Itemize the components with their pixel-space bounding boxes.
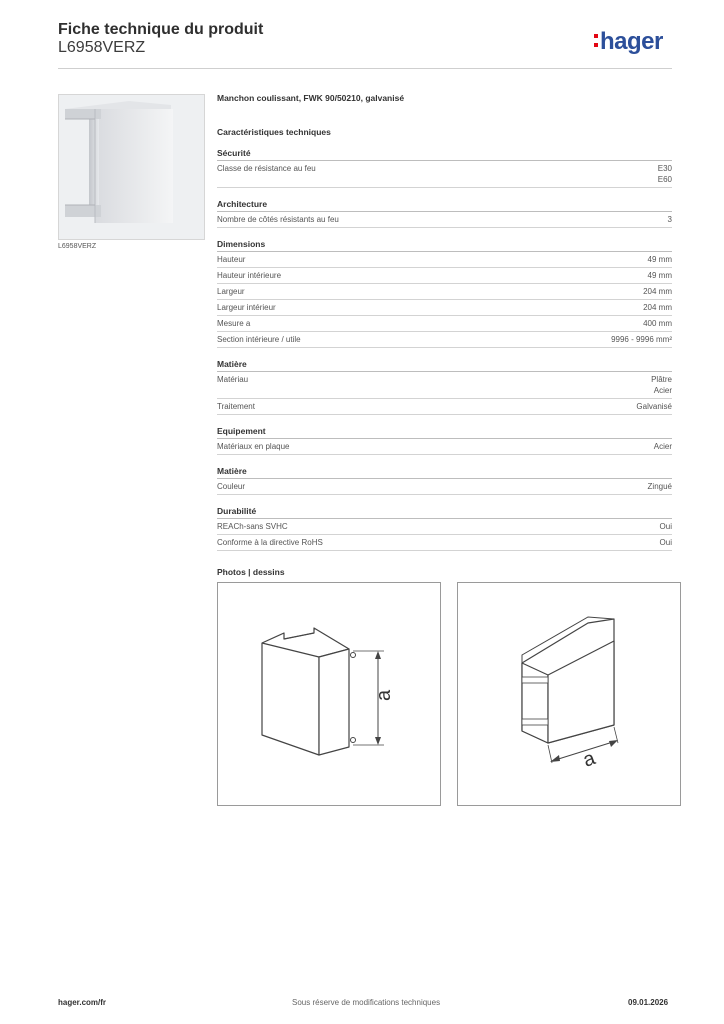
spec-sections bbox=[217, 148, 672, 551]
spec-label: Hauteur intérieure bbox=[217, 271, 282, 280]
spec-value bbox=[668, 214, 672, 225]
spec-label: Conforme à la directive RoHS bbox=[217, 538, 323, 547]
footer-date: 09.01.2026 bbox=[628, 998, 669, 1007]
spec-section bbox=[217, 466, 672, 495]
spec-value-line: Plâtre bbox=[651, 375, 672, 384]
tech-title: Caractéristiques techniques bbox=[217, 127, 331, 137]
spec-row bbox=[217, 535, 672, 551]
spec-value-line: 400 mm bbox=[643, 319, 672, 328]
spec-value-line: 204 mm bbox=[643, 303, 672, 312]
spec-value bbox=[658, 163, 672, 185]
spec-row bbox=[217, 399, 672, 415]
dimension-label-a: a bbox=[373, 689, 395, 701]
spec-label: Classe de résistance au feu bbox=[217, 164, 316, 173]
spec-value-line: Oui bbox=[659, 522, 672, 531]
spec-value-line: E30 bbox=[657, 164, 672, 173]
product-photo bbox=[58, 94, 205, 240]
hager-logo bbox=[594, 28, 663, 56]
drawing-perspective bbox=[457, 582, 681, 806]
spec-section bbox=[217, 506, 672, 551]
drawing-front bbox=[217, 582, 441, 806]
spec-section bbox=[217, 239, 672, 348]
spec-label: Section intérieure / utile bbox=[217, 335, 301, 344]
spec-value-line: 9996 - 9996 mm² bbox=[611, 335, 672, 344]
spec-value-line: E60 bbox=[657, 175, 672, 184]
spec-value bbox=[648, 481, 672, 492]
product-code: L6958VERZ bbox=[58, 39, 146, 56]
spec-section bbox=[217, 199, 672, 228]
spec-row bbox=[217, 479, 672, 495]
spec-row bbox=[217, 439, 672, 455]
spec-content bbox=[217, 93, 672, 577]
spec-row bbox=[217, 284, 672, 300]
section-title: Sécurité bbox=[217, 148, 672, 161]
spec-row bbox=[217, 372, 672, 399]
dimension-label-a-2: a bbox=[580, 747, 599, 772]
spec-value bbox=[654, 441, 672, 452]
spec-value bbox=[660, 521, 672, 532]
section-title: Dimensions bbox=[217, 239, 672, 252]
section-title: Matière bbox=[217, 466, 672, 479]
spec-value bbox=[648, 254, 672, 265]
section-title: Matière bbox=[217, 359, 672, 372]
spec-row bbox=[217, 252, 672, 268]
spec-label: Largeur bbox=[217, 287, 245, 296]
spec-label: Traitement bbox=[217, 402, 255, 411]
spec-value bbox=[636, 401, 672, 412]
section-title: Equipement bbox=[217, 426, 672, 439]
spec-row bbox=[217, 161, 672, 188]
spec-label: Matériaux en plaque bbox=[217, 442, 290, 451]
spec-section bbox=[217, 359, 672, 415]
spec-value bbox=[643, 286, 672, 297]
spec-value bbox=[648, 270, 672, 281]
spec-section bbox=[217, 426, 672, 455]
spec-value bbox=[651, 374, 672, 396]
photos-title: Photos | dessins bbox=[217, 567, 285, 577]
spec-label: Mesure a bbox=[217, 319, 251, 328]
spec-value-line: Acier bbox=[653, 442, 672, 451]
section-title: Durabilité bbox=[217, 506, 672, 519]
spec-row bbox=[217, 268, 672, 284]
spec-row bbox=[217, 316, 672, 332]
spec-row bbox=[217, 519, 672, 535]
spec-value-line: Acier bbox=[653, 386, 672, 395]
spec-value-line: 49 mm bbox=[647, 255, 672, 264]
product-name: Manchon coulissant, FWK 90/50210, galvanisé bbox=[217, 93, 405, 103]
document-title: Fiche technique du produit bbox=[58, 21, 264, 38]
spec-value-line: 3 bbox=[667, 215, 672, 224]
logo-dots-icon bbox=[594, 34, 598, 48]
spec-row bbox=[217, 300, 672, 316]
spec-row bbox=[217, 332, 672, 348]
footer-website[interactable]: hager.com/fr bbox=[58, 998, 107, 1007]
section-title: Architecture bbox=[217, 199, 672, 212]
spec-value-line: 49 mm bbox=[647, 271, 672, 280]
spec-label: Nombre de côtés résistants au feu bbox=[217, 215, 339, 224]
spec-label: Couleur bbox=[217, 482, 246, 491]
spec-value bbox=[660, 537, 672, 548]
spec-value bbox=[643, 318, 672, 329]
spec-label: Hauteur bbox=[217, 255, 246, 264]
logo-text: hager bbox=[600, 28, 663, 55]
spec-row bbox=[217, 212, 672, 228]
spec-value-line: 204 mm bbox=[643, 287, 672, 296]
header-divider bbox=[58, 68, 672, 69]
spec-label: Largeur intérieur bbox=[217, 303, 276, 312]
spec-value bbox=[643, 302, 672, 313]
spec-section bbox=[217, 148, 672, 188]
photo-caption: L6958VERZ bbox=[58, 243, 97, 250]
spec-value-line: Oui bbox=[659, 538, 672, 547]
spec-label: Matériau bbox=[217, 375, 249, 384]
spec-value-line: Galvanisé bbox=[636, 402, 672, 411]
spec-value bbox=[611, 334, 672, 345]
spec-label: REACh-sans SVHC bbox=[217, 522, 288, 531]
spec-value-line: Zingué bbox=[647, 482, 672, 491]
footer-notice: Sous réserve de modifications techniques bbox=[292, 998, 441, 1007]
